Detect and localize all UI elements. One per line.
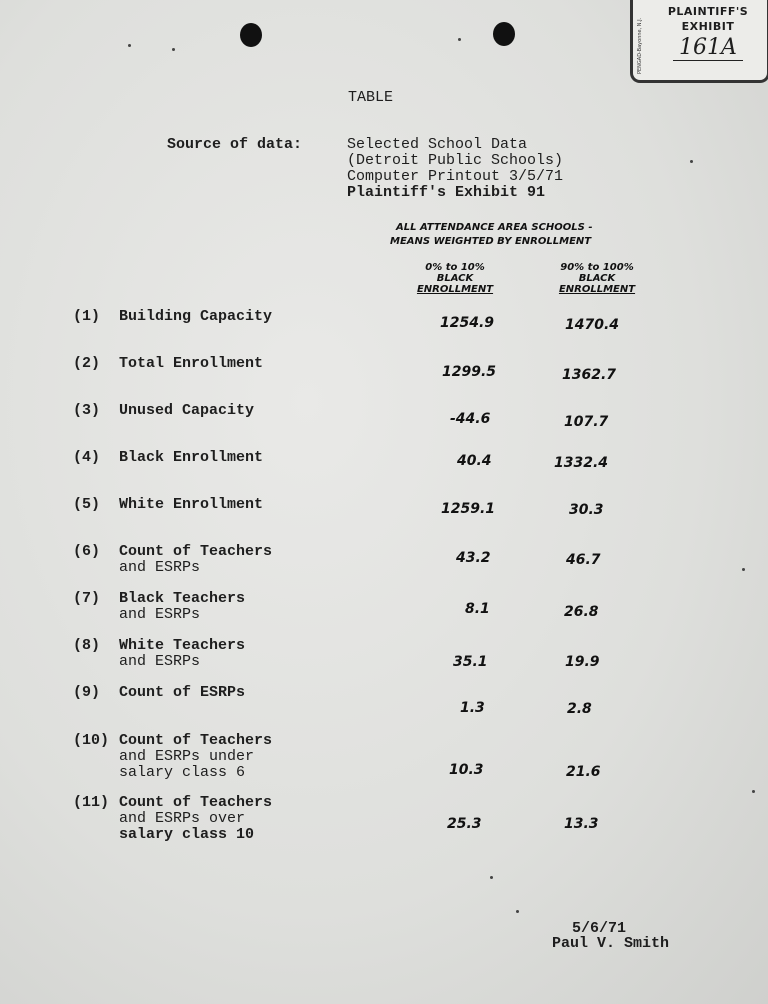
row-value-high-black: 19.9: [565, 654, 600, 670]
column-header-2-line2: BLACK: [578, 273, 616, 284]
row-label: Building Capacity: [119, 308, 273, 325]
row-value-low-black: 1254.9: [440, 315, 495, 331]
row-value-high-black: 1362.7: [562, 367, 617, 383]
row-label-line2: and ESRPs: [119, 559, 201, 576]
row-label: White Teachers: [119, 637, 246, 654]
row-value-low-black: 25.3: [447, 816, 482, 832]
row-value-high-black: 46.7: [566, 552, 601, 568]
source-line-4: Plaintiff's Exhibit 91: [347, 184, 546, 201]
stamp-line2: EXHIBIT: [681, 20, 735, 33]
speck: [490, 876, 493, 879]
row-value-low-black: 10.3: [449, 762, 484, 778]
row-number: (4): [73, 449, 101, 466]
row-value-low-black: 8.1: [465, 601, 490, 617]
column-header-2-line3: ENROLLMENT: [558, 284, 636, 295]
handwritten-note-line1: ALL ATTENDANCE AREA SCHOOLS -: [396, 222, 593, 233]
source-label: Source of data:: [167, 136, 303, 153]
stamp-line1: PLAINTIFF'S: [667, 5, 749, 18]
row-label: Count of ESRPs: [119, 684, 246, 701]
speck: [690, 160, 693, 163]
row-value-low-black: 40.4: [457, 453, 492, 469]
row-label: Unused Capacity: [119, 402, 255, 419]
row-value-high-black: 30.3: [569, 502, 604, 518]
row-value-high-black: 21.6: [566, 764, 601, 780]
row-label: Black Teachers: [119, 590, 246, 607]
table-title: TABLE: [348, 89, 394, 106]
signature-name: Paul V. Smith: [552, 935, 670, 952]
row-value-low-black: 1259.1: [441, 501, 496, 517]
row-value-low-black: -44.6: [450, 411, 491, 427]
stamp-exhibit-number: 161A: [673, 36, 743, 61]
row-value-low-black: 35.1: [453, 654, 488, 670]
row-value-high-black: 26.8: [564, 604, 599, 620]
speck: [752, 790, 755, 793]
row-label: Black Enrollment: [119, 449, 264, 466]
row-number: (3): [73, 402, 101, 419]
speck: [742, 568, 745, 571]
column-header-1-line3: ENROLLMENT: [416, 284, 494, 295]
row-value-high-black: 1332.4: [554, 455, 609, 471]
exhibit-stamp: [630, 0, 768, 83]
source-line-2: (Detroit Public Schools): [347, 152, 564, 169]
handwritten-note-line2: MEANS WEIGHTED BY ENROLLMENT: [390, 236, 592, 247]
row-value-high-black: 13.3: [564, 816, 599, 832]
row-number: (9): [73, 684, 101, 701]
row-number: (5): [73, 496, 101, 513]
row-value-low-black: 1.3: [460, 700, 485, 716]
row-label: Total Enrollment: [119, 355, 264, 372]
row-label: Count of Teachers: [119, 794, 273, 811]
row-number: (8): [73, 637, 101, 654]
source-line-1: Selected School Data: [347, 136, 528, 153]
row-label-line2: and ESRPs over: [119, 810, 246, 827]
row-label-line2: and ESRPs: [119, 606, 201, 623]
row-label-line3: salary class 10: [119, 826, 255, 843]
row-number: (6): [73, 543, 101, 560]
punch-hole-right: [493, 22, 515, 46]
speck: [516, 910, 519, 913]
row-label: White Enrollment: [119, 496, 264, 513]
row-number: (1): [73, 308, 101, 325]
row-label-line2: and ESRPs: [119, 653, 201, 670]
speck: [172, 48, 175, 51]
row-label: Count of Teachers: [119, 543, 273, 560]
source-line-3: Computer Printout 3/5/71: [347, 168, 564, 185]
row-value-high-black: 107.7: [564, 414, 609, 430]
row-number: (7): [73, 590, 101, 607]
row-value-high-black: 2.8: [567, 701, 592, 717]
column-header-1-line2: BLACK: [436, 273, 474, 284]
row-number: (10): [73, 732, 110, 749]
row-value-low-black: 1299.5: [442, 364, 497, 380]
stamp-side-text: PENGAD-Bayonne, N.J.: [637, 17, 643, 74]
row-label: Count of Teachers: [119, 732, 273, 749]
row-label-line2: and ESRPs under: [119, 748, 255, 765]
row-value-low-black: 43.2: [456, 550, 491, 566]
speck: [458, 38, 461, 41]
punch-hole-left: [240, 23, 262, 47]
column-header-2: [545, 262, 649, 295]
column-header-1-line1: 0% to 10%: [425, 262, 485, 273]
signature-date: 5/6/71: [572, 920, 627, 937]
column-header-2-line1: 90% to 100%: [560, 262, 634, 273]
row-value-high-black: 1470.4: [565, 317, 620, 333]
row-number: (2): [73, 355, 101, 372]
speck: [128, 44, 131, 47]
row-number: (11): [73, 794, 110, 811]
row-label-line3: salary class 6: [119, 764, 246, 781]
column-header-1: [405, 262, 505, 295]
